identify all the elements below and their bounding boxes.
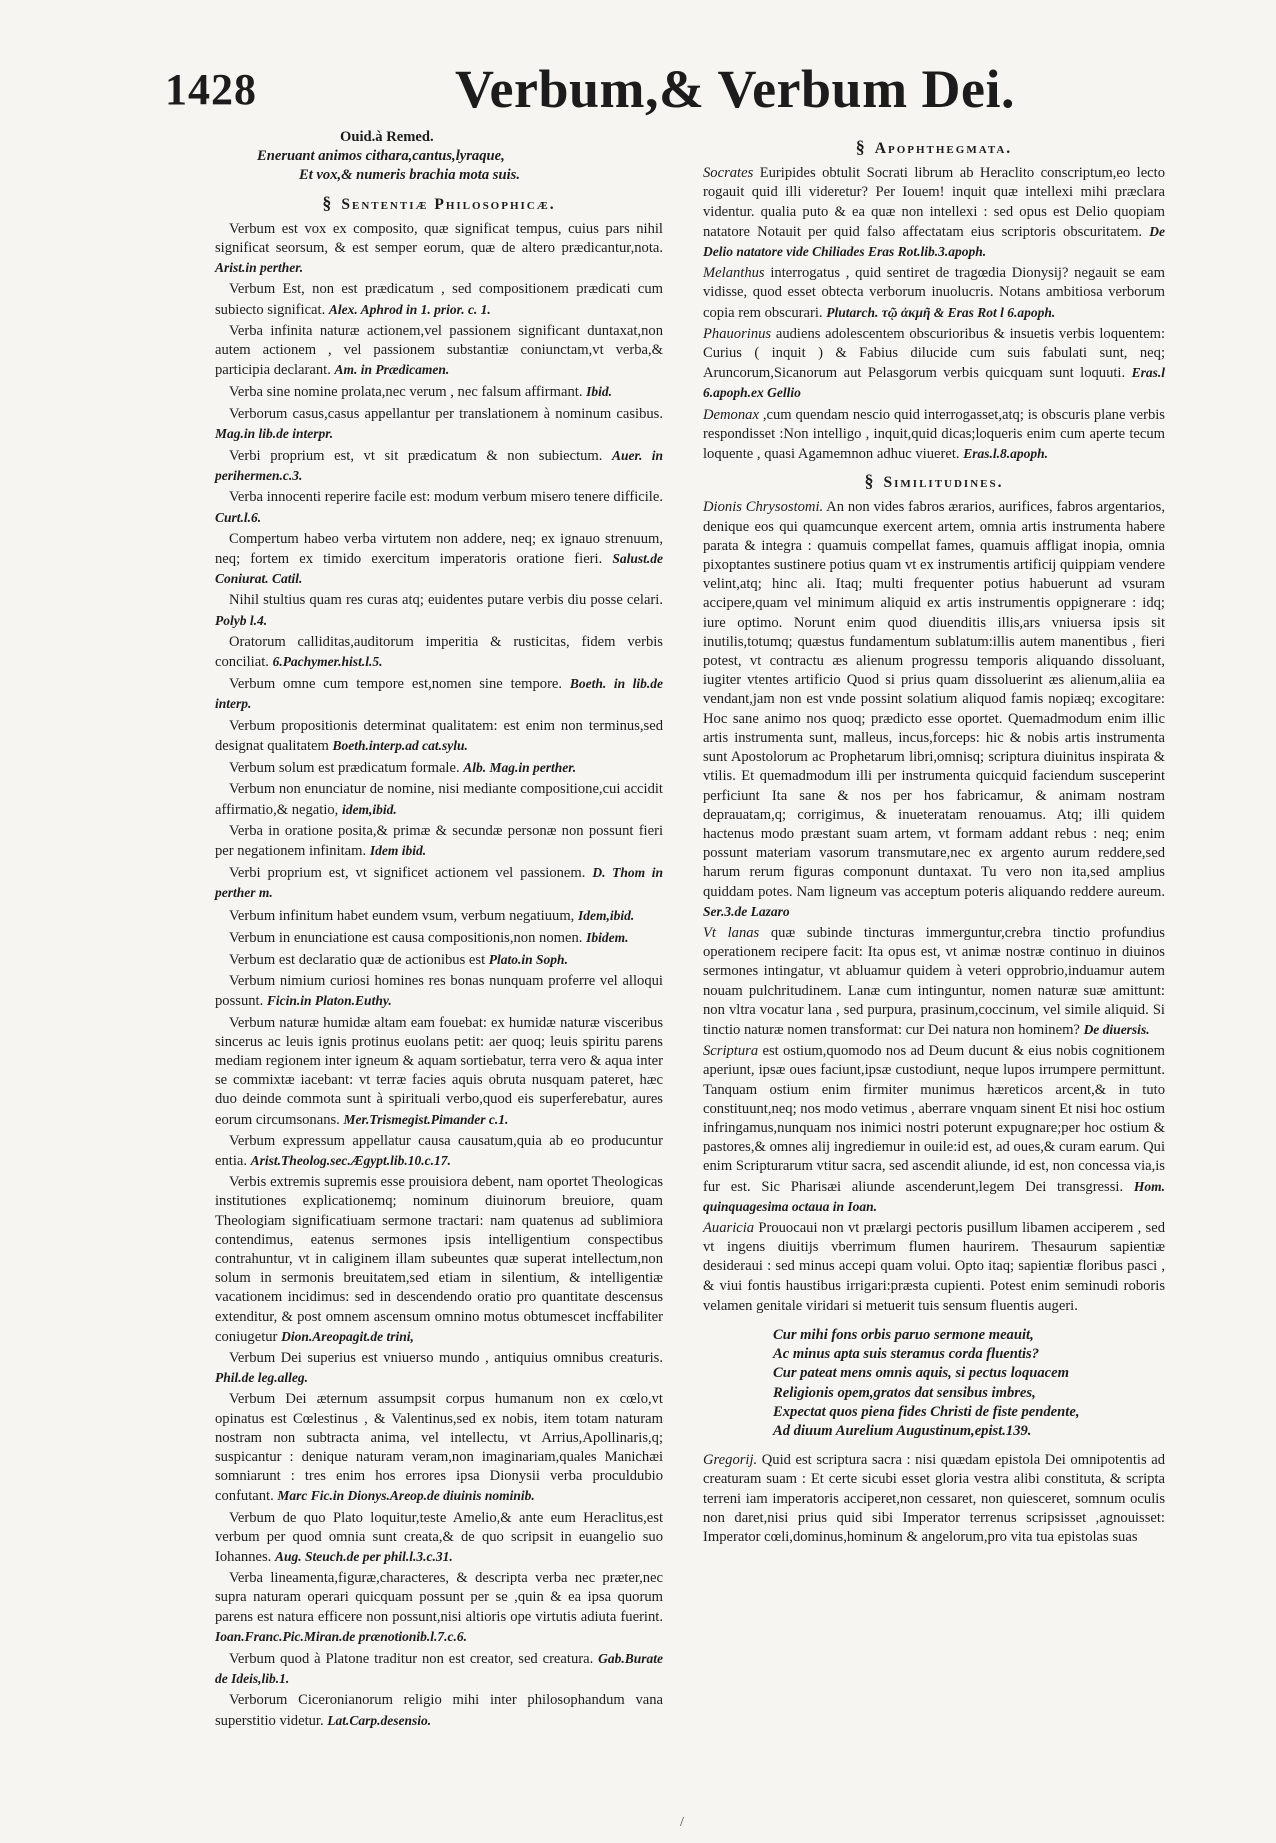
poem-line: Cur pateat mens omnis aquis, si pectus loquacem — [773, 1365, 1069, 1382]
paragraph — [703, 924, 1165, 1040]
paragraph-text: quæ subinde tincturas immerguntur,crebra tinctio profundius operationem recipere facit: Ita opus est, vt animæ nostræ continuo in diuinos sermones intingatur, vt abluamur quidem à veteri opprobrio,induamur autem nouam pulchritudinem. Lanæ cum intinguntur, nomen naturæ suæ amittunt: non vltra vocatur lana , sed purpura, prasinum,coccinum, vel simile aliquid. Si tinctio naturæ nomen transformat: cur Dei natura non hominem? — [703, 924, 1165, 1038]
citation: Hom. quinquagesima octaua in Ioan. — [703, 1178, 1165, 1214]
paragraph-text: Verbum est declaratio quæ de actionibus est — [229, 951, 486, 968]
citation: Eras.l 6.apoph.ex Gellio — [703, 365, 1165, 401]
paragraph-text: est ostium,quomodo nos ad Deum ducunt & eius nobis cognitionem aperiunt, ipsæ oues faciunt,ipsæ custodiunt, neque lupos irrumpere permittunt. Tanquam ostium enim firmiter munimus hæreticos arcent,& in tuto constituunt,neq; nos modo vetimus , aberrare vnquam sinent Et nisi hoc ostium infringamus,nunquam nos inimici nostri poterunt expugnare;per hoc ostium & pastores,& omnes alij ingrediemur in ouile:id est, ad oues,& curam earum. Qui enim Scripturarum vtitur sacra, sed ascendit aliunde, id est, non concessa via,is fur est. Sic Pharisæi aliunde ascenderunt,legem Dei transgressi. — [703, 1043, 1165, 1195]
speaker-name: Socrates — [703, 165, 754, 182]
citation: Alb. Mag.in perther. — [463, 760, 577, 776]
ovid-quote — [215, 128, 663, 186]
paragraph-text: Verbum in enunciatione est causa compositionis,non nomen. — [229, 929, 583, 946]
speaker-name: Vt lanas — [703, 924, 760, 941]
paragraph — [215, 1691, 663, 1730]
paragraph-text: ,cum quendam nescio quid interrogasset,atq; is obscuris plane verbis respondisset :Non intelligo , inquit,quid dicas;loqueris enim cum aperte tecum loquente , quasi Agamemnon adhuc viueret. — [703, 406, 1165, 463]
sententiae-list — [215, 220, 663, 1731]
paragraph-text: Verborum casus,casus appellantur per translationem à nominum casibus. — [229, 405, 663, 422]
paragraph-text: Verbum solum est prædicatum formale. — [229, 760, 460, 777]
paragraph-text: An non vides fabros ærarios, aurifices, fabros argentarios, denique eos qui quamcunque exercent artem, omnia artis instrumenta habere parata & integra : quamuis compellat fames, quamuis affligat inopia, omnia pixoptantes sustinere potius quam vt ex instrumentis artificij quippiam vendere velint,atq; hinc ali. Itaq; multi frequenter potius habuerunt ad vsuram accipere,quam vel minimum aliquid ex artis instrumentis oppignerare : idq; iure optimo. Norunt enim quod diuenditis illis,ars vniuersa ipsis sit inutilis,totumq; quæstus fundamentum sublatum:illis autem manentibus , fieri potest, vt contractu æs alienum progressu temporis aliquando dissoluant, iugiter vtentes artificio Quod si prius quam dissoluerint æs alienum,aliia ea vendant,jam non est vnde possint solatium aliquod famis nopiæq; excogitare: Hoc sane animo nos quoq; prædicto esse oportet. Quemadmodum enim illic artis instrumenta sunt, malleus, incus,forceps: hic & nobis artis instrumenta sunt Apostolorum ac Prophetarum libri,omnisq; scriptura diuinitus inspirata & vtilis. Et quemadmodum illi per instrumenta quicquid faciendum susceperint perficiunt Ita sane & nos per hos fabricamur, & animam nostram deprauatam,q; corrigimus, & inueteratam renouamus. Atq; illi quidem hactenus modo præstant suam artem, vt formam addant rebus : neq; enim possunt materiam vasorum transmutare,nec ex argento aurum reddere,sed harum rerum figuras componunt duntaxat. Tu vero non ita,sed amplius quiddam potes. Nam ligneum vas acceptum poteris aliquando reddere aureum. — [703, 499, 1165, 900]
running-head: Verbum,& Verbum Dei. — [455, 59, 1016, 119]
citation: Ibid. — [586, 384, 613, 400]
citation: Arist.in perther. — [215, 260, 304, 276]
poem-line: Ac minus apta suis steramus corda fluentis? — [773, 1346, 1039, 1363]
paragraph — [215, 530, 663, 590]
citation: Salust.de Coniurat. Catil. — [215, 551, 663, 587]
paragraph — [215, 1173, 663, 1347]
citation: Ser.3.de Lazaro — [703, 903, 790, 919]
paragraph — [215, 446, 663, 486]
paragraph-text: Verba innocenti reperire facile est: modum verbum misero tenere difficile. — [229, 489, 663, 506]
paragraph — [703, 325, 1165, 404]
paragraph-text: Verbum omne cum tempore est,nomen sine tempore. — [229, 676, 563, 693]
paragraph — [215, 928, 663, 948]
paragraph — [215, 950, 663, 970]
footer-mark: / — [680, 1815, 684, 1830]
speaker-name: Gregorij. — [703, 1452, 758, 1469]
citation: Am. in Prædicamen. — [334, 362, 450, 378]
citation: Aug. Steuch.de per phil.l.3.c.31. — [275, 1549, 453, 1565]
poem-line: Et vox,& numeris brachia mota suis. — [299, 167, 520, 184]
paragraph — [703, 164, 1165, 262]
citation: Marc Fic.in Dionys.Areop.de diuinis nominib. — [277, 1488, 535, 1504]
paragraph-text: Verbum quod à Platone traditur non est creator, sed creatura. — [229, 1651, 594, 1668]
paragraph-text: Compertum habeo verba virtutem non addere, neq; ex ignauo strenuum, neq; fortem ex timido exercitum imperatoris oratione fieri. — [215, 530, 663, 568]
paragraph — [215, 405, 663, 444]
poem-line: Ad diuum Aurelium Augustinum,epist.139. — [773, 1423, 1032, 1439]
speaker-name: Dionis Chrysostomi. — [703, 499, 824, 516]
paragraph — [215, 1349, 663, 1388]
page-number: 1428 — [165, 65, 257, 114]
right-column — [703, 130, 1165, 1549]
citation: idem,ibid. — [342, 801, 397, 817]
paragraph-text: Verbum de quo Plato loquitur,teste Amelio,& ante eum Heraclitus,est verbum per quod omnia sunt creata,& de quo scripsit in euangelio suo Iohannes. — [215, 1509, 663, 1566]
paragraph — [703, 264, 1165, 323]
poem-line: Cur mihi fons orbis paruo sermone meauit, — [773, 1326, 1034, 1343]
paragraph-text: interrogatus , quid sentiret de tragœdia Dionysij? negauit se eam vidisse, quod esset obtecta verborum inuolucris. Notans ambitiosa verborum copia rem obscurari. — [703, 265, 1165, 321]
paragraph-text: Verbum naturæ humidæ altam eam fouebat: ex humidæ naturæ visceribus sincerus ac leuis ignis protinus euolans petit: aer quoq; leuis spiritu parens mediam regionem inter igneum & aquam sortiebatur, terra vero & aqua inter se commixtæ iacebant: vt terræ facies aquis obruta nusquam pateret, hæc duo deinde commota sunt à spirituali verbo,quod eis superferebatur, aures eorum circumsonans. — [215, 1014, 663, 1128]
citation: Mer.Trismegist.Pimander c.1. — [343, 1111, 509, 1127]
pilcrow-icon: § — [322, 192, 334, 213]
paragraph — [215, 780, 663, 819]
paragraph — [215, 717, 663, 756]
left-column — [215, 128, 663, 1733]
similitudines-list — [703, 498, 1165, 1316]
paragraph-text: Nihil stultius quam res curas atq; euidentes putare verbis diu posse celari. — [229, 592, 663, 609]
paragraph-text: Verbum est vox ex composito, quæ significat tempus, cuius pars nihil significat seorsum, & est semper eorum, quæ de altero prædicantur,nota. — [215, 220, 663, 257]
paragraph — [215, 280, 663, 319]
citation: 6.Pachymer.hist.l.5. — [272, 654, 383, 670]
paragraph — [703, 1219, 1165, 1316]
paragraph — [215, 220, 663, 279]
citation: Idem,ibid. — [577, 907, 635, 923]
paragraph — [215, 1390, 663, 1506]
citation: Phil.de leg.alleg. — [215, 1370, 308, 1386]
speaker-name: Phauorinus — [703, 325, 772, 342]
paragraph-text: Verbi proprium est, vt significet actionem vel passionem. — [229, 865, 586, 882]
apophthegmata-list — [703, 164, 1165, 464]
paragraph — [703, 498, 1165, 921]
poem-line: Eneruant animos cithara,cantus,lyraque, — [257, 148, 505, 165]
paragraph — [215, 822, 663, 861]
citation: Idem ibid. — [369, 842, 427, 858]
paragraph-text: Verbum non enunciatur de nomine, nisi mediante compositione,cui accidit affirmatio,& negatio, — [215, 781, 663, 818]
paragraph-text: Prouocaui non vt prælargi pectoris pusillum libamen acciperem , sed vt ingens diuitijs vberrimum flumen haurirem. Thesaurum sapientiæ desideraui : sed minus accepi quam volui. Opto itaq; sapientiæ floribus pasci , & viui fontis haustibus irrigari:præsta cupienti. Potest enim seminudi roboris velamen genitale viridari si metuerit tuis sensum fluentis augeri. — [703, 1219, 1165, 1314]
citation: Curt.l.6. — [215, 509, 262, 525]
citation: Eras.l.8.apoph. — [963, 446, 1048, 462]
paragraph-text: Verborum Ciceronianorum religio mihi inter philosophandum vana superstitio videtur. — [215, 1692, 663, 1729]
speaker-name: Scriptura — [703, 1043, 759, 1060]
pilcrow-icon: § — [864, 471, 876, 492]
paragraph — [215, 1569, 663, 1647]
paragraph — [215, 1014, 663, 1130]
citation: Mag.in lib.de interpr. — [215, 425, 334, 441]
citation: Alex. Aphrod in 1. prior. c. 1. — [328, 301, 491, 317]
citation: Gab.Burate de Ideis,lib.1. — [215, 1651, 663, 1687]
paragraph — [215, 591, 663, 630]
citation: Polyb l.4. — [215, 612, 268, 628]
paragraph-text: Euripides obtulit Socrati librum ab Heraclito conscriptum,eo lecto rogauit quid illi videretur? Per Iouem! inquit quæ intellexi mihi præclara videntur. qualia puto & ea quæ non intellexi : sed opus est Delio quopiam natatore Notauit per quid falso affectatam eius scriptoris obscuritatem. — [703, 165, 1165, 240]
paragraph — [215, 1509, 663, 1568]
citation: D. Thom in perther m. — [215, 865, 663, 901]
paragraph-text: Quid est scriptura sacra : nisi quædam epistola Dei omnipotentis ad creaturam suam : Et certe sicubi esset gloria vestra alibi constituta, & scripta terreni iam imperatoris acciperet,non cessaret, non quiesceret, somnum oculis non daret,nisi prius quid sibi Imperator terrenus scripsisset ,agnouisset: Imperator cœli,dominus,hominum & angelorum,pro vita tua epistolas suas — [703, 1452, 1165, 1546]
pilcrow-icon: § — [855, 137, 867, 157]
section-heading: § Similitudines. — [864, 471, 1004, 492]
paragraph — [215, 322, 663, 381]
poem-line: Expectat quos piena fides Christi de fiste pendente, — [773, 1403, 1080, 1420]
paragraph-text: Verbum expressum appellatur causa causatum,quia ab eo producuntur entia. — [215, 1132, 663, 1169]
paragraph-text: Verba in oratione posita,& primæ & secundæ personæ non possunt fieri per negationem infinitam. — [215, 822, 663, 859]
paragraph — [215, 488, 663, 527]
paragraph-text: Verbum infinitum habet eundem vsum, verbum negatiuum, — [229, 907, 575, 924]
poem-attribution: Ouid.à Remed. — [340, 129, 434, 145]
paragraph-text: Verbi proprium est, vt sit prædicatum & non subiectum. — [229, 448, 603, 465]
augustine-verse — [703, 1326, 1165, 1441]
speaker-name: Melanthus — [703, 265, 765, 282]
citation: Ioan.Franc.Pic.Miran.de prænotionib.l.7.c.6. — [215, 1628, 468, 1644]
paragraph-text: Verbum nimium curiosi homines res bonas nunquam proferre vel alloqui possunt. — [215, 973, 663, 1010]
paragraph-text: Oratorum calliditas,auditorum imperitia & rusticitas, fidem verbis conciliat. — [215, 633, 663, 671]
citation: Lat.Carp.desensio. — [327, 1712, 432, 1728]
paragraph — [703, 1042, 1165, 1217]
citation: Auer. in perihermen.c.3. — [215, 448, 663, 484]
paragraph-text: Verbum Dei superius est vniuerso mundo , antiquius omnibus creaturis. — [229, 1349, 663, 1366]
citation: Dion.Areopagit.de trini, — [281, 1328, 414, 1344]
paragraph — [215, 863, 663, 903]
paragraph-text: Verbis extremis supremis esse prouisiora debent, nam oportet Theologicas institutiones explicationemq; nominum diuinorum breuiore, quam Theologiam significatiuam sermone tractari: nam quatenus ad sublimiora contendimus, eatenus sermones ipsis intelligentium conspectibus contrahuntur, vt in caliginem illam subeuntes quæ superat intellectum,non solum in sermonis breuitatem,sed etiam in silentium, & intelligentiæ vacationem incidimus: sed in descendendo oratio pro quantitate descensus extenditur, & post omnem ascensum omnino motus obtumescet incffabiliter coniugetur — [215, 1174, 663, 1345]
section-heading: § Sententiæ Philosophicæ. — [322, 192, 556, 213]
gregory-paragraph — [703, 1451, 1165, 1547]
paragraph — [703, 406, 1165, 465]
citation: Ibidem. — [586, 929, 629, 945]
paragraph-text: Verbum Dei æternum assumpsit corpus humanum non ex cœlo,vt opinatus est Cœlestinus , & Valentinus,sed ex nobis, item totam naturam nostram non subtracta anima, vel intellectu, vt Arrius,Apollinaris,q; suspicantur : denique naturam veram,non imaginariam,quales Manichæi somniarunt : tres enim hos errores ipsa Dionysii verba proculdubio confutant. — [215, 1391, 663, 1505]
citation: De diuersis. — [1083, 1021, 1150, 1037]
paragraph-text: Verba lineamenta,figuræ,characteres, & descripta verba nec præter,nec supra naturam operari quicquam possunt per se ,quin & ea ipsa quorum parens est natura efficere non possunt,nisi altioris ope virtutis adiuta fuerint. — [215, 1570, 663, 1625]
paragraph — [215, 674, 663, 714]
citation: Plutarch. τῷ ἀκμῆ & Eras Rot l 6.apoph. — [826, 304, 1056, 320]
section-heading: § Apophthegmata. — [855, 137, 1013, 157]
citation: Ficin.in Platon.Euthy. — [266, 993, 392, 1009]
paragraph — [215, 633, 663, 672]
poem-line: Religionis opem,gratos dat sensibus imbres, — [773, 1384, 1036, 1401]
paragraph — [215, 972, 663, 1011]
paragraph-text: Verbum Est, non est prædicatum , sed compositionem prædicati cum subiecto significat. — [215, 281, 663, 318]
paragraph-text: Verba infinita naturæ actionem,vel passionem significant duntaxat,non autem actionem , vel passionem substantiæ coniunctam,vt verba,& participia declarant. — [215, 322, 663, 379]
paragraph — [215, 758, 663, 778]
citation: Boeth.interp.ad cat.sylu. — [332, 737, 468, 753]
citation: Arist.Theolog.sec.Ægypt.lib.10.c.17. — [250, 1152, 451, 1168]
citation: Boeth. in lib.de interp. — [215, 676, 663, 712]
citation: De Delio natatore vide Chiliades Eras Rot.lib.3.apoph. — [703, 223, 1165, 260]
citation: Plato.in Soph. — [488, 951, 568, 967]
paragraph — [215, 1649, 663, 1689]
paragraph — [215, 906, 663, 926]
paragraph — [215, 382, 663, 402]
speaker-name: Demonax — [703, 406, 759, 423]
speaker-name: Auaricia — [703, 1219, 755, 1236]
paragraph — [215, 1132, 663, 1171]
paragraph-text: Verba sine nomine prolata,nec verum , nec falsum affirmant. — [229, 384, 583, 401]
paragraph-text: audiens adolescentem obscurioribus & insuetis verbis loquentem: Curius ( inquit ) & Fabius dilucide cum suis fabulati sunt, neq; Aruncorum,Sicanorum aut Pelasgorum verbis quicquam sunt loquuti. — [703, 325, 1165, 382]
paragraph-text: Verbum propositionis determinat qualitatem: est enim non terminus,sed designat qualitatem — [215, 717, 663, 754]
